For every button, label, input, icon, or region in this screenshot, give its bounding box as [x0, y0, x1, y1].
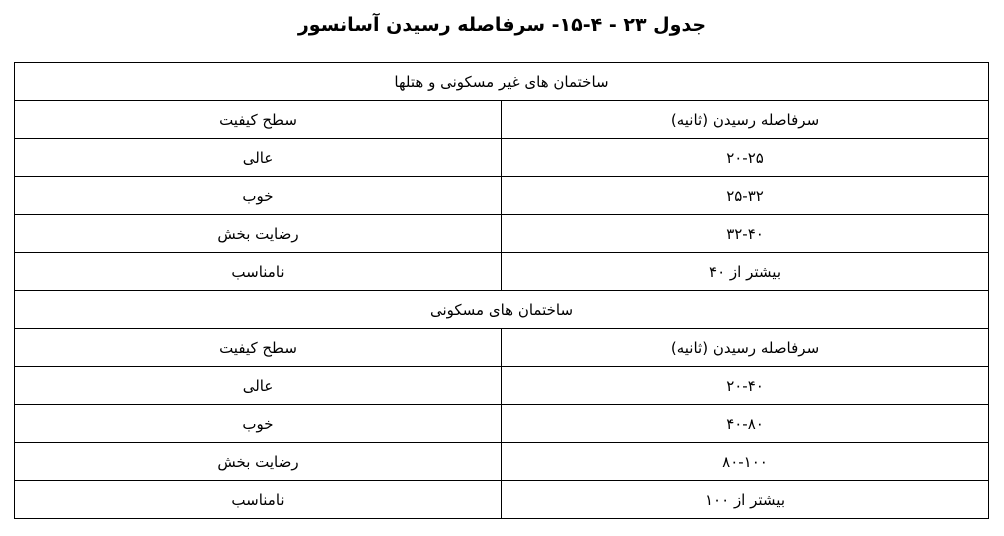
interval-cell: بیشتر از ۱۰۰ [502, 481, 989, 519]
column-header-row [15, 101, 989, 139]
interval-cell: ۴۰-۸۰ [502, 405, 989, 443]
table-row [15, 215, 989, 253]
interval-cell: ۳۲-۴۰ [502, 215, 989, 253]
elevator-interval-table [14, 62, 989, 519]
quality-cell: رضایت بخش [15, 215, 502, 253]
quality-cell: نامناسب [15, 253, 502, 291]
section-heading-row [15, 63, 989, 101]
table-row [15, 481, 989, 519]
column-header-row [15, 329, 989, 367]
interval-cell: ۲۰-۲۵ [502, 139, 989, 177]
quality-cell: عالی [15, 367, 502, 405]
interval-cell: ۸۰-۱۰۰ [502, 443, 989, 481]
column-header-quality: سطح کیفیت [15, 101, 502, 139]
interval-cell: ۲۰-۴۰ [502, 367, 989, 405]
table-row [15, 405, 989, 443]
column-header-interval: سرفاصله رسیدن (ثانیه) [502, 101, 989, 139]
table-row [15, 367, 989, 405]
section-heading-row [15, 291, 989, 329]
column-header-interval: سرفاصله رسیدن (ثانیه) [502, 329, 989, 367]
section-heading: ساختمان های مسکونی [15, 291, 989, 329]
quality-cell: خوب [15, 177, 502, 215]
quality-cell: نامناسب [15, 481, 502, 519]
quality-cell: رضایت بخش [15, 443, 502, 481]
quality-cell: خوب [15, 405, 502, 443]
column-header-quality: سطح کیفیت [15, 329, 502, 367]
section-heading: ساختمان های غیر مسکونی و هتلها [15, 63, 989, 101]
table-row [15, 253, 989, 291]
table-row [15, 177, 989, 215]
table-title: جدول ۲۳ - ۴-۱۵- سرفاصله رسیدن آسانسور [297, 14, 707, 36]
quality-cell: عالی [15, 139, 502, 177]
table-row [15, 139, 989, 177]
interval-cell: ۲۵-۳۲ [502, 177, 989, 215]
table-row [15, 443, 989, 481]
interval-cell: بیشتر از ۴۰ [502, 253, 989, 291]
